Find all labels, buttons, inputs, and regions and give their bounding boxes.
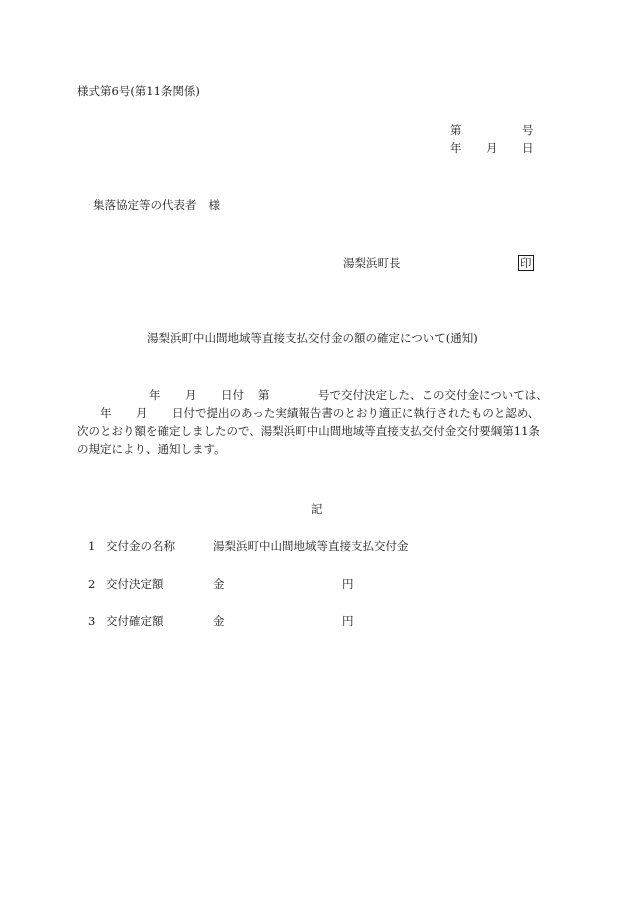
addressee-name: 集落協定等の代表者 xyxy=(93,198,197,212)
item-number: 3 xyxy=(88,614,96,628)
sender-title: 湯梨浜町長 xyxy=(343,256,401,270)
body-line2-rest: 日付で提出のあった実績報告書のとおり適正に執行されたものと認め、 xyxy=(172,406,540,420)
doc-number-prefix: 第 xyxy=(450,123,462,137)
ki-heading: 記 xyxy=(311,502,323,516)
body-year: 年 xyxy=(149,388,161,402)
addressee xyxy=(93,198,220,212)
addressee-honorific: 様 xyxy=(208,198,220,212)
item-prefix: 金 xyxy=(213,614,225,628)
body-line2-year: 年 xyxy=(100,406,112,420)
body-number-prefix: 第 xyxy=(258,388,270,402)
doc-date-year: 年 xyxy=(450,141,462,155)
doc-date-month: 月 xyxy=(486,141,498,155)
item-unit: 円 xyxy=(342,614,354,628)
body-line1-rest: 号で交付決定した、この交付金については、 xyxy=(318,388,548,402)
body-line-4: の規定により、通知します。 xyxy=(77,442,226,456)
seal-mark: 印 xyxy=(520,256,532,270)
doc-number-suffix: 号 xyxy=(522,123,534,137)
item-number: 1 xyxy=(88,539,96,553)
body-line-3: 次のとおり額を確定しましたので、湯梨浜町中山間地域等直接支払交付金交付要綱第11条 xyxy=(77,424,540,438)
document-subject: 湯梨浜町中山間地域等直接支払交付金の額の確定について(通知) xyxy=(147,331,478,345)
item-unit: 円 xyxy=(342,577,354,591)
body-month: 月 xyxy=(185,388,197,402)
form-number: 様式第6号(第11条関係) xyxy=(77,84,200,98)
item-label: 交付決定額 xyxy=(106,577,164,591)
item-value: 湯梨浜町中山間地域等直接支払交付金 xyxy=(213,539,409,553)
item-label: 交付金の名称 xyxy=(106,539,175,553)
doc-date-day: 日 xyxy=(522,141,534,155)
item-number: 2 xyxy=(88,577,96,591)
item-label: 交付確定額 xyxy=(106,614,164,628)
body-day-label: 日付 xyxy=(221,388,244,402)
body-line2-month: 月 xyxy=(136,406,148,420)
item-prefix: 金 xyxy=(213,577,225,591)
